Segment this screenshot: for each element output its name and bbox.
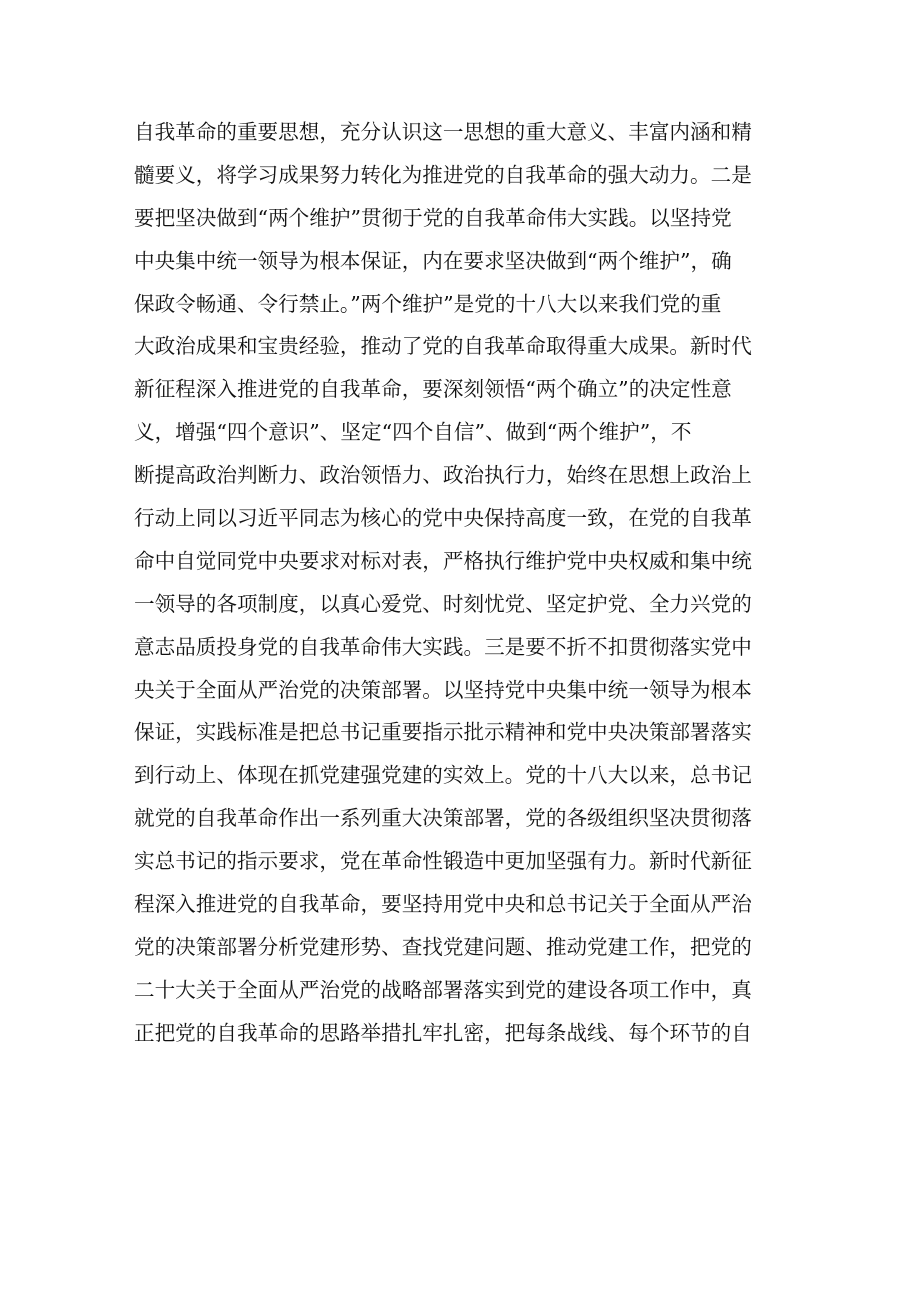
text-line-17: 就党的自我革命作出一系列重大决策部署，党的各级组织坚决贯彻落 — [134, 806, 752, 831]
text-line-10: 行动上同以习近平同志为核心的党中央保持高度一致，在党的自我革 — [134, 506, 752, 531]
text-line-18: 实总书记的指示要求，党在革命性锻造中更加坚强有力。新时代新征 — [134, 849, 752, 874]
text-line-9: 断提高政治判断力、政治领悟力、政治执行力，始终在思想上政治上 — [134, 463, 752, 488]
text-line-8: 义，增强“四个意识”、坚定“四个自信”、做到“两个维护”，不 — [134, 420, 692, 445]
text-line-3: 要把坚决做到“两个维护”贯彻于党的自我革命伟大实践。以坚持党 — [134, 205, 732, 230]
body-text — [134, 111, 786, 1055]
text-line-19: 程深入推进党的自我革命，要坚持用党中央和总书记关于全面从严治 — [134, 892, 752, 917]
text-line-4: 中央集中统一领导为根本保证，内在要求坚决做到“两个维护”，确 — [134, 248, 732, 273]
text-line-22: 正把党的自我革命的思路举措扎牢扎密，把每条战线、每个环节的自 — [134, 1020, 752, 1045]
text-line-15: 保证，实践标准是把总书记重要指示批示精神和党中央决策部署落实 — [134, 720, 752, 745]
text-line-20: 党的决策部署分析党建形势、查找党建问题、推动党建工作，把党的 — [134, 934, 752, 959]
text-line-21: 二十大关于全面从严治党的战略部署落实到党的建设各项工作中，真 — [134, 977, 752, 1002]
text-line-11: 命中自觉同党中央要求对标对表，严格执行维护党中央权威和集中统 — [134, 548, 752, 573]
text-line-1: 自我革命的重要思想，充分认识这一思想的重大意义、丰富内涵和精 — [134, 120, 752, 144]
text-line-6: 大政治成果和宝贵经验，推动了党的自我革命取得重大成果。新时代 — [134, 334, 752, 359]
text-line-16: 到行动上、体现在抓党建强党建的实效上。党的十八大以来，总书记 — [134, 763, 752, 788]
text-line-13: 意志品质投身党的自我革命伟大实践。三是要不折不扣贯彻落实党中 — [134, 634, 752, 659]
text-line-5: 保政令畅通、令行禁止。”两个维护”是党的十八大以来我们党的重 — [134, 291, 722, 316]
text-line-7: 新征程深入推进党的自我革命，要深刻领悟“两个确立”的决定性意 — [134, 377, 732, 402]
text-line-2: 髓要义，将学习成果努力转化为推进党的自我革命的强大动力。二是 — [134, 162, 752, 187]
text-line-14: 央关于全面从严治党的决策部署。以坚持党中央集中统一领导为根本 — [134, 677, 752, 702]
text-line-12: 一领导的各项制度，以真心爱党、时刻忧党、坚定护党、全力兴党的 — [134, 591, 752, 616]
